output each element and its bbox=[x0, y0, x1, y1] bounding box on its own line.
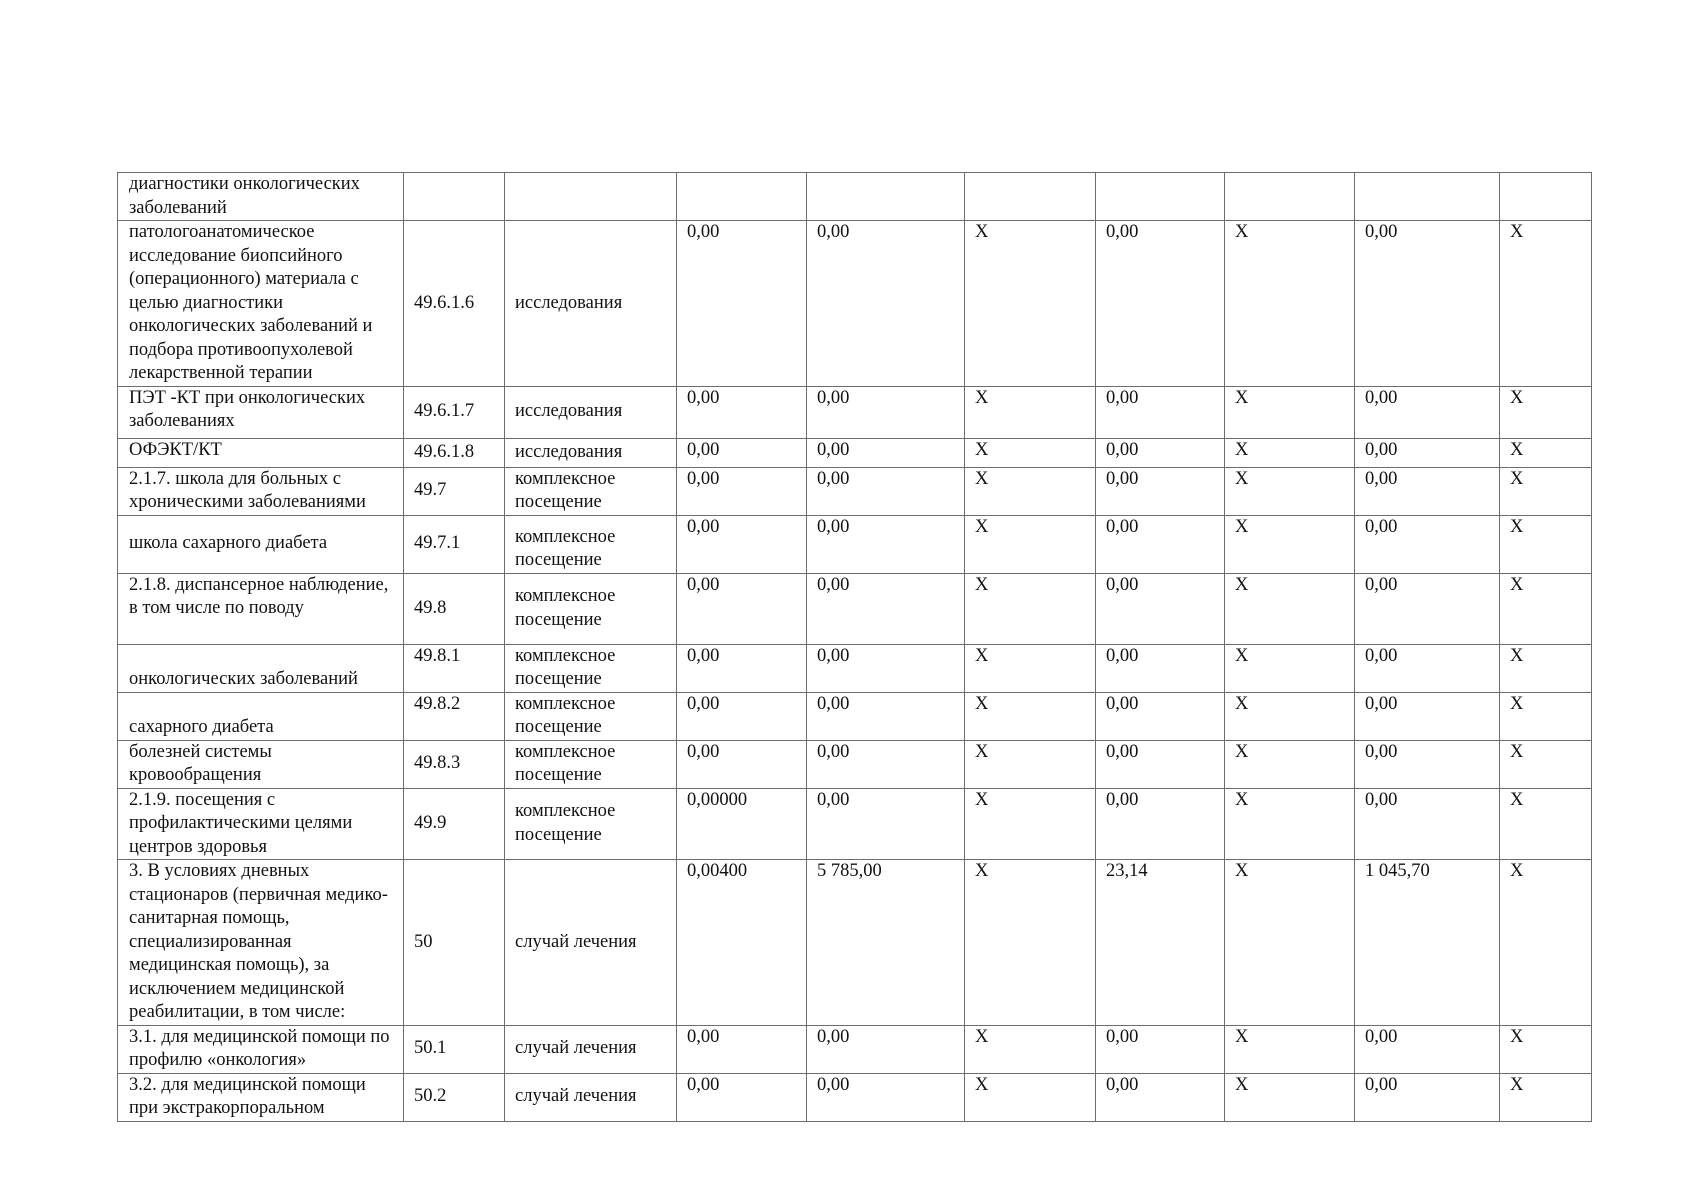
row-code-cell: 50.2 bbox=[404, 1073, 505, 1121]
row-value-cell: 0,00 bbox=[677, 644, 807, 692]
row-unit-cell: исследования bbox=[505, 438, 677, 467]
row-code-cell: 50 bbox=[404, 860, 505, 1026]
row-name-cell: 3.2. для медицинской помощи при экстракорпоральном bbox=[118, 1073, 404, 1121]
row-value-cell: 0,00 bbox=[1096, 1025, 1225, 1073]
row-value-cell: X bbox=[1225, 221, 1355, 387]
row-value-cell: X bbox=[1500, 467, 1592, 515]
row-value-cell: 0,00 bbox=[1355, 788, 1500, 860]
row-value-cell: 0,00 bbox=[1096, 644, 1225, 692]
row-value-cell: X bbox=[965, 467, 1096, 515]
row-unit-cell: комплексное посещение bbox=[505, 740, 677, 788]
row-value-cell bbox=[1355, 173, 1500, 221]
table-row bbox=[118, 740, 1592, 788]
row-value-cell: X bbox=[1225, 740, 1355, 788]
row-value-cell: 0,00 bbox=[807, 515, 965, 573]
row-value-cell: 0,00 bbox=[1096, 515, 1225, 573]
row-value-cell: X bbox=[1225, 1025, 1355, 1073]
row-value-cell: 0,00 bbox=[1355, 573, 1500, 644]
row-unit-cell bbox=[505, 173, 677, 221]
row-value-cell: 0,00 bbox=[677, 467, 807, 515]
row-value-cell: X bbox=[1500, 386, 1592, 438]
row-value-cell: X bbox=[1500, 740, 1592, 788]
table-row bbox=[118, 1025, 1592, 1073]
row-value-cell: X bbox=[1500, 515, 1592, 573]
row-value-cell: 0,00 bbox=[1096, 740, 1225, 788]
row-value-cell: 0,00 bbox=[677, 573, 807, 644]
row-value-cell: 0,00 bbox=[807, 386, 965, 438]
row-name-cell: 2.1.7. школа для больных с хроническими заболеваниями bbox=[118, 467, 404, 515]
row-value-cell: X bbox=[1500, 644, 1592, 692]
row-unit-cell: случай лечения bbox=[505, 860, 677, 1026]
row-value-cell: 0,00 bbox=[1096, 221, 1225, 387]
table-row bbox=[118, 644, 1592, 692]
row-value-cell: X bbox=[965, 438, 1096, 467]
row-value-cell: 0,00 bbox=[677, 386, 807, 438]
row-name-cell: 3.1. для медицинской помощи по профилю «онкология» bbox=[118, 1025, 404, 1073]
row-value-cell: 0,00 bbox=[677, 692, 807, 740]
row-code-cell: 49.6.1.6 bbox=[404, 221, 505, 387]
row-name-cell: 3. В условиях дневных стационаров (первичная медико-санитарная помощь, специализированная медицинская помощь), за исключением медицинской реабилитации, в том числе: bbox=[118, 860, 404, 1026]
row-value-cell: X bbox=[965, 644, 1096, 692]
row-code-cell: 49.8 bbox=[404, 573, 505, 644]
row-name-cell: школа сахарного диабета bbox=[118, 515, 404, 573]
row-value-cell: 0,00 bbox=[1096, 438, 1225, 467]
row-value-cell: 0,00 bbox=[1355, 740, 1500, 788]
row-value-cell: 0,00400 bbox=[677, 860, 807, 1026]
row-value-cell: X bbox=[1500, 692, 1592, 740]
row-value-cell: X bbox=[1225, 438, 1355, 467]
row-code-cell: 49.7 bbox=[404, 467, 505, 515]
row-code-cell: 49.6.1.8 bbox=[404, 438, 505, 467]
row-value-cell: X bbox=[965, 692, 1096, 740]
row-value-cell: X bbox=[965, 221, 1096, 387]
row-value-cell: 0,00 bbox=[1355, 438, 1500, 467]
row-code-cell: 49.7.1 bbox=[404, 515, 505, 573]
row-value-cell: X bbox=[1225, 644, 1355, 692]
row-value-cell: X bbox=[965, 1073, 1096, 1121]
row-value-cell: 0,00 bbox=[807, 438, 965, 467]
row-code-cell: 49.9 bbox=[404, 788, 505, 860]
table-row bbox=[118, 438, 1592, 467]
row-unit-cell: комплексное посещение bbox=[505, 692, 677, 740]
row-value-cell: 0,00 bbox=[1096, 467, 1225, 515]
row-value-cell: X bbox=[1225, 692, 1355, 740]
row-name-cell: сахарного диабета bbox=[118, 692, 404, 740]
row-value-cell: 0,00 bbox=[1355, 1025, 1500, 1073]
table-row bbox=[118, 692, 1592, 740]
row-code-cell: 49.6.1.7 bbox=[404, 386, 505, 438]
row-value-cell: 0,00 bbox=[807, 1025, 965, 1073]
row-value-cell: 0,00 bbox=[677, 515, 807, 573]
row-value-cell: 0,00 bbox=[1355, 467, 1500, 515]
row-value-cell: 0,00 bbox=[677, 438, 807, 467]
table-row bbox=[118, 788, 1592, 860]
row-value-cell: 0,00 bbox=[677, 1025, 807, 1073]
row-value-cell: 0,00 bbox=[677, 740, 807, 788]
row-unit-cell: случай лечения bbox=[505, 1025, 677, 1073]
row-value-cell: 0,00 bbox=[1096, 1073, 1225, 1121]
table-row bbox=[118, 860, 1592, 1026]
row-value-cell: 0,00 bbox=[1096, 788, 1225, 860]
row-unit-cell: комплексное посещение bbox=[505, 644, 677, 692]
row-value-cell: 0,00 bbox=[807, 740, 965, 788]
table-row bbox=[118, 173, 1592, 221]
row-value-cell: 0,00 bbox=[1096, 573, 1225, 644]
row-value-cell bbox=[1225, 173, 1355, 221]
row-unit-cell: комплексное посещение bbox=[505, 573, 677, 644]
row-value-cell: X bbox=[965, 573, 1096, 644]
row-value-cell: X bbox=[965, 860, 1096, 1026]
row-value-cell: 0,00 bbox=[1355, 1073, 1500, 1121]
table-row bbox=[118, 1073, 1592, 1121]
row-unit-cell: комплексное посещение bbox=[505, 515, 677, 573]
row-value-cell: X bbox=[1225, 515, 1355, 573]
row-value-cell: X bbox=[1225, 1073, 1355, 1121]
row-value-cell: 0,00 bbox=[807, 221, 965, 387]
row-value-cell bbox=[965, 173, 1096, 221]
row-value-cell: X bbox=[1500, 1073, 1592, 1121]
table-row bbox=[118, 386, 1592, 438]
row-value-cell: 0,00 bbox=[1355, 221, 1500, 387]
row-name-cell: диагностики онкологических заболеваний bbox=[118, 173, 404, 221]
row-unit-cell: исследования bbox=[505, 221, 677, 387]
row-value-cell: 1 045,70 bbox=[1355, 860, 1500, 1026]
row-value-cell: 0,00000 bbox=[677, 788, 807, 860]
row-value-cell: 0,00 bbox=[1355, 644, 1500, 692]
row-value-cell: 0,00 bbox=[807, 788, 965, 860]
row-value-cell: 23,14 bbox=[1096, 860, 1225, 1026]
row-value-cell: 0,00 bbox=[807, 644, 965, 692]
row-name-cell: ОФЭКТ/КТ bbox=[118, 438, 404, 467]
row-value-cell: X bbox=[1500, 788, 1592, 860]
row-value-cell bbox=[807, 173, 965, 221]
table-row bbox=[118, 221, 1592, 387]
row-value-cell: X bbox=[965, 515, 1096, 573]
row-value-cell: X bbox=[1225, 573, 1355, 644]
row-name-cell: онкологических заболеваний bbox=[118, 644, 404, 692]
table-row bbox=[118, 573, 1592, 644]
row-value-cell: 0,00 bbox=[807, 692, 965, 740]
data-table bbox=[117, 172, 1592, 1122]
row-code-cell bbox=[404, 173, 505, 221]
row-value-cell: X bbox=[965, 1025, 1096, 1073]
row-value-cell: X bbox=[1225, 386, 1355, 438]
row-value-cell: X bbox=[965, 788, 1096, 860]
row-value-cell: X bbox=[1500, 573, 1592, 644]
row-value-cell: X bbox=[1225, 860, 1355, 1026]
row-value-cell: X bbox=[965, 740, 1096, 788]
row-value-cell: 0,00 bbox=[677, 221, 807, 387]
row-value-cell: 0,00 bbox=[677, 1073, 807, 1121]
row-value-cell bbox=[1096, 173, 1225, 221]
row-code-cell: 49.8.3 bbox=[404, 740, 505, 788]
row-value-cell: 0,00 bbox=[807, 573, 965, 644]
row-value-cell: 0,00 bbox=[1355, 386, 1500, 438]
row-code-cell: 49.8.1 bbox=[404, 644, 505, 692]
row-name-cell: 2.1.9. посещения с профилактическими целями центров здоровья bbox=[118, 788, 404, 860]
row-value-cell: X bbox=[1225, 788, 1355, 860]
row-code-cell: 50.1 bbox=[404, 1025, 505, 1073]
row-value-cell bbox=[677, 173, 807, 221]
row-value-cell: X bbox=[1500, 1025, 1592, 1073]
row-value-cell: 5 785,00 bbox=[807, 860, 965, 1026]
row-unit-cell: исследования bbox=[505, 386, 677, 438]
row-value-cell: 0,00 bbox=[1096, 386, 1225, 438]
row-unit-cell: комплексное посещение bbox=[505, 788, 677, 860]
row-code-cell: 49.8.2 bbox=[404, 692, 505, 740]
row-value-cell: 0,00 bbox=[807, 1073, 965, 1121]
row-value-cell: X bbox=[1500, 860, 1592, 1026]
row-value-cell bbox=[1500, 173, 1592, 221]
row-value-cell: X bbox=[1500, 221, 1592, 387]
row-name-cell: патологоанатомическое исследование биопсийного (операционного) материала с целью диагностики онкологических заболеваний и подбора противоопухолевой лекарственной терапии bbox=[118, 221, 404, 387]
row-value-cell: X bbox=[965, 386, 1096, 438]
table-row bbox=[118, 467, 1592, 515]
row-value-cell: X bbox=[1225, 467, 1355, 515]
row-unit-cell: комплексное посещение bbox=[505, 467, 677, 515]
row-name-cell: ПЭТ -КТ при онкологических заболеваниях bbox=[118, 386, 404, 438]
row-value-cell: X bbox=[1500, 438, 1592, 467]
row-value-cell: 0,00 bbox=[1355, 515, 1500, 573]
row-value-cell: 0,00 bbox=[1096, 692, 1225, 740]
row-value-cell: 0,00 bbox=[807, 467, 965, 515]
row-unit-cell: случай лечения bbox=[505, 1073, 677, 1121]
row-value-cell: 0,00 bbox=[1355, 692, 1500, 740]
row-name-cell: болезней системы кровообращения bbox=[118, 740, 404, 788]
table-row bbox=[118, 515, 1592, 573]
row-name-cell: 2.1.8. диспансерное наблюдение, в том числе по поводу bbox=[118, 573, 404, 644]
